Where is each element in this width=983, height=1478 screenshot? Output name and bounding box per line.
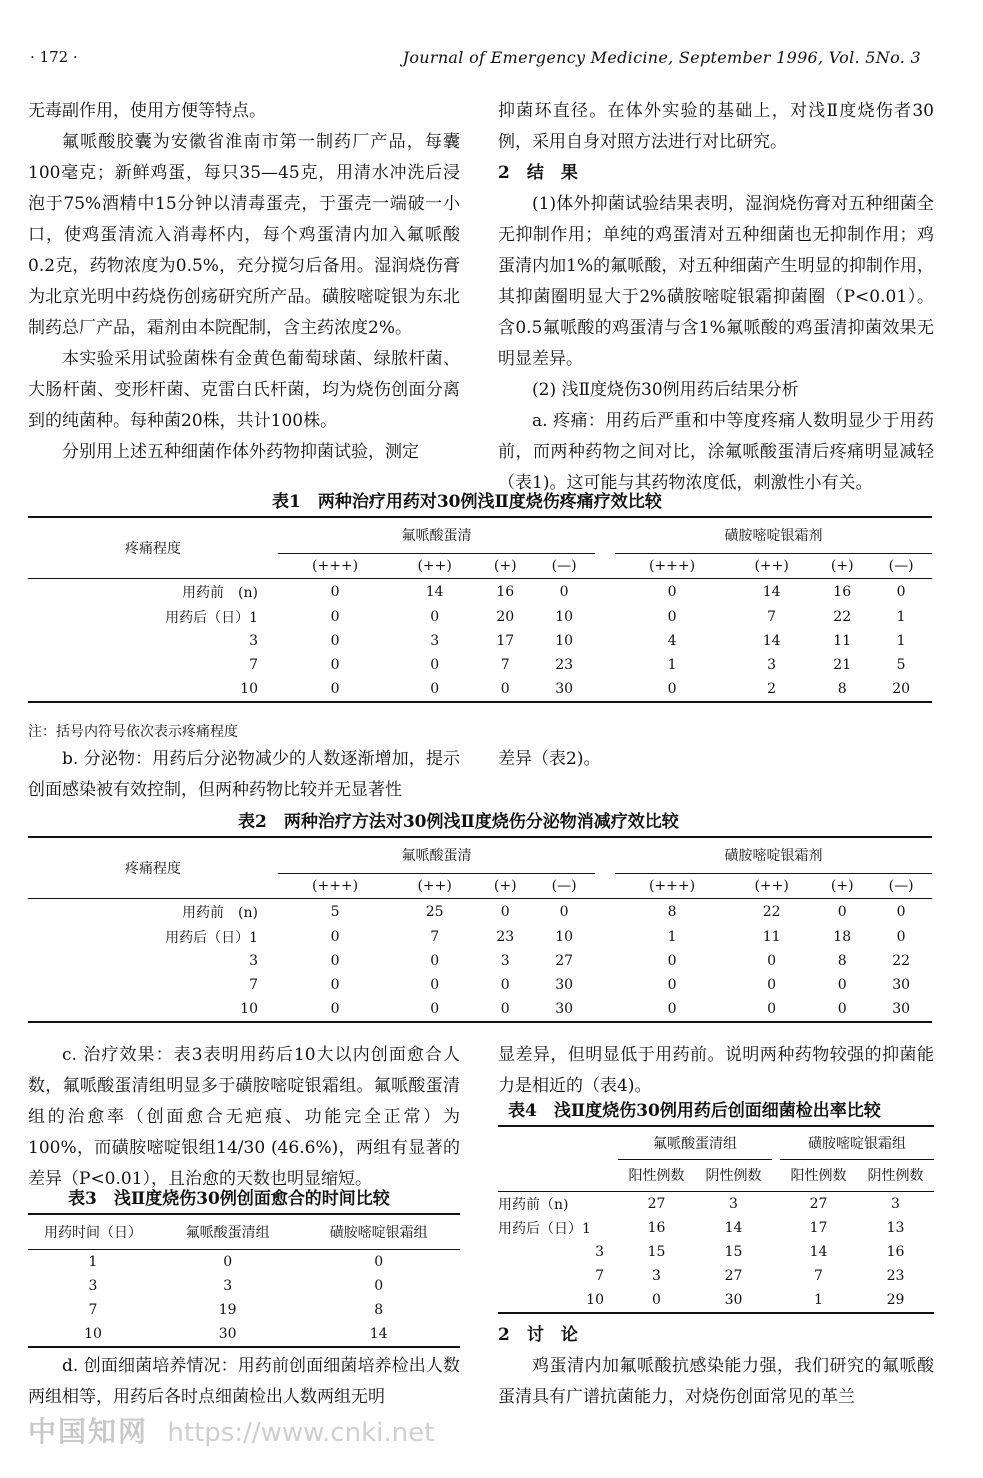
table2-level: (++) [417, 877, 452, 894]
table1-level: (+++) [312, 557, 359, 574]
table-row: 7 0 0 0 30 0 0 0 30 [249, 977, 911, 993]
table2-group1: 氟哌酸蛋清 [278, 837, 595, 873]
paragraph: 本实验采用试验菌株有金黄色葡萄球菌、绿脓杆菌、大肠杆菌、变形杆菌、克雷白氏杆菌，均为烧伤创面分离到的纯菌种。每种菌20株，共计100株。 [28, 349, 460, 431]
table-row: 3 3 0 [88, 1278, 384, 1294]
table4 [498, 1125, 934, 1314]
section-heading-discussion: 2 讨 论 [498, 1325, 578, 1345]
right-column-top [498, 96, 934, 499]
paragraph: 分别用上述五种细菌作体外药物抑菌试验，测定 [62, 442, 419, 462]
table-row: 1 0 0 [88, 1254, 384, 1270]
paragraph: 无毒副作用，使用方便等特点。 [28, 101, 266, 121]
table-row: 用药后（日）1 0 0 20 10 0 7 22 1 [165, 609, 906, 626]
table-row: 10 0 0 0 30 0 0 0 30 [28, 997, 932, 1022]
table-row: 用药前 (n) 0 14 16 0 0 14 16 0 [182, 584, 906, 601]
table2-level: (++) [754, 877, 789, 894]
paragraph: 抑菌环直径。在体外实验的基础上，对浅Ⅱ度烧伤者30例，采用自身对照方法进行对比研究。 [498, 101, 934, 152]
table3-caption: 表3 浅Ⅱ度烧伤30例创面愈合的时间比较 [68, 1189, 390, 1209]
watermark-cn: 中国知网 [28, 1415, 149, 1448]
table4-subheader: 阴性例数 [705, 1168, 762, 1185]
table-row: 3 0 0 3 27 0 0 8 22 [249, 953, 911, 969]
table-row: 7 19 8 [88, 1302, 384, 1318]
table3-header: 氟哌酸蛋清组 [185, 1225, 270, 1241]
secretion-paragraph: b. 分泌物：用药后分泌物减少的人数逐渐增加，提示创面感染被有效控制，但两种药物比较并无显著性 [28, 749, 460, 800]
table1-level: (++) [417, 557, 452, 574]
table2-row-header: 疼痛程度 [125, 861, 181, 877]
table-row: 7 3 27 7 23 [595, 1268, 905, 1284]
table4-subheader: 阳性例数 [628, 1168, 685, 1185]
discussion-section [498, 1320, 934, 1413]
table-row: 7 0 0 7 23 1 3 21 5 [249, 657, 906, 673]
table3 [28, 1213, 460, 1348]
table2-level: (+++) [648, 877, 696, 894]
table-row: 用药前 (n) 5 25 0 0 8 22 0 0 [182, 904, 906, 921]
table3-header: 用药时间（日） [44, 1225, 142, 1241]
table2-level: (+) [493, 877, 517, 894]
treatment-paragraph: c. 治疗效果：表3表明用药后10大以内创面愈合人数，氟哌酸蛋清组明显多于磺胺嘧啶银霜组。氟哌酸蛋清组的治愈率（创面愈合无疤痕、功能完全正常）为100%，而磺胺嘧啶银组14/30 (46.6%)，两组有显著的差异（P<0.01），且治愈的天数也明显缩短。 [28, 1045, 460, 1189]
table1-level: (—) [551, 557, 577, 574]
table-row: 3 0 3 17 10 4 14 11 1 [249, 633, 906, 649]
left-column-top [28, 96, 460, 468]
table1-group1: 氟哌酸蛋清 [278, 517, 595, 553]
table1-level: (++) [754, 557, 789, 574]
table2-level: (+) [830, 877, 854, 894]
section-heading-results: 2 结 果 [498, 163, 578, 183]
table-row: 3 15 15 14 16 [595, 1244, 905, 1260]
table2 [28, 836, 932, 1023]
secretion-paragraph-cont: 差异（表2)。 [498, 749, 601, 769]
table-row: 10 30 14 [28, 1322, 460, 1347]
table-row: 用药后（日）1 16 14 17 13 [498, 1220, 905, 1237]
table4-group2: 磺胺嘧啶银霜组 [780, 1126, 934, 1159]
table4-group1: 氟哌酸蛋清组 [618, 1126, 772, 1159]
table1 [28, 516, 932, 703]
table2-level: (+++) [312, 877, 359, 894]
table2-caption: 表2 两种治疗方法对30例浅Ⅱ度烧伤分泌物消减疗效比较 [238, 812, 679, 832]
paragraph: 鸡蛋清内加氟哌酸抗感染能力强，我们研究的氟哌酸蛋清具有广谱抗菌能力，对烧伤创面常见的革兰 [498, 1356, 934, 1407]
table1-row-header: 疼痛程度 [125, 541, 181, 557]
table-row: 10 0 0 0 30 0 2 8 20 [28, 677, 932, 702]
table1-caption: 表1 两种治疗用药对30例浅Ⅱ度烧伤疼痛疗效比较 [272, 492, 662, 512]
watermark-url: https://www.cnki.net [167, 1418, 435, 1448]
right-column-bottom: 显差异，但明显低于用药前。说明两种药物较强的抑菌能力是相近的（表4)。 [498, 1045, 934, 1096]
table2-group2: 磺胺嘧啶银霜剂 [615, 837, 932, 873]
table4-caption: 表4 浅Ⅱ度烧伤30例用药后创面细菌检出率比较 [508, 1101, 881, 1121]
table2-level: (—) [551, 877, 577, 894]
table3-header: 磺胺嘧啶银霜组 [329, 1225, 428, 1241]
culture-paragraph: d. 创面细菌培养情况：用药前创面细菌培养检出人数两组相等，用药后各时点细菌检出人数两组无明 [28, 1356, 460, 1407]
table1-level: (+++) [648, 557, 696, 574]
paragraph: 氟哌酸胶囊为安徽省淮南市第一制药厂产品，每囊100毫克；新鲜鸡蛋，每只35—45克，用清水冲洗后浸泡于75%酒精中15分钟以清毒蛋壳，于蛋壳一端破一小口，使鸡蛋清流入消毒杯内，每个鸡蛋清内加入氟哌酸0.2克，药物浓度为0.5%，充分搅匀后备用。湿润烧伤膏为北京光明中药烧伤创疡研究所产品。磺胺嘧啶银为东北制药总厂产品，霜剂由本院配制，含主药浓度2%。 [28, 132, 460, 338]
table2-level: (—) [888, 877, 914, 894]
journal-running-header: Journal of Emergency Medicine, September 1996, Vol. 5No. 3 [402, 48, 921, 67]
table1-level: (+) [493, 557, 517, 574]
page-number: · 172 · [30, 48, 78, 66]
paragraph: (2) 浅Ⅱ度烧伤30例用药后结果分析 [532, 380, 799, 400]
paragraph: (1)体外抑菌试验结果表明，湿润烧伤膏对五种细菌全无抑制作用；单纯的鸡蛋清对五种细菌也无抑制作用；鸡蛋清内加1%的氟哌酸，对五种细菌产生明显的抑制作用，其抑菌圈明显大于2%磺胺嘧啶银霜抑菌圈（P<0.01）。含0.5氟哌酸的鸡蛋清与含1%氟哌酸的鸡蛋清抑菌效果无明显差异。 [498, 194, 934, 369]
table4-subheader: 阳性例数 [790, 1168, 847, 1185]
table-row: 10 0 30 1 29 [498, 1288, 934, 1313]
table-row: 用药后（日）1 0 7 23 10 1 11 18 0 [165, 929, 906, 946]
table1-group2: 磺胺嘧啶银霜剂 [615, 517, 932, 553]
cnki-watermark [28, 1410, 434, 1450]
table4-subheader: 阴性例数 [867, 1168, 924, 1185]
table1-note: 注：括号内符号依次表示疼痛程度 [28, 724, 238, 740]
table1-level: (—) [888, 557, 914, 574]
table1-level: (+) [830, 557, 854, 574]
table-row: 用药前（n) 27 3 27 3 [498, 1196, 900, 1213]
paragraph: a. 疼痛：用药后严重和中等度疼痛人数明显少于用药前，而两种药物之间对比，涂氟哌酸蛋清后疼痛明显减轻（表1)。这可能与其药物浓度低，刺激性小有关。 [498, 411, 934, 493]
